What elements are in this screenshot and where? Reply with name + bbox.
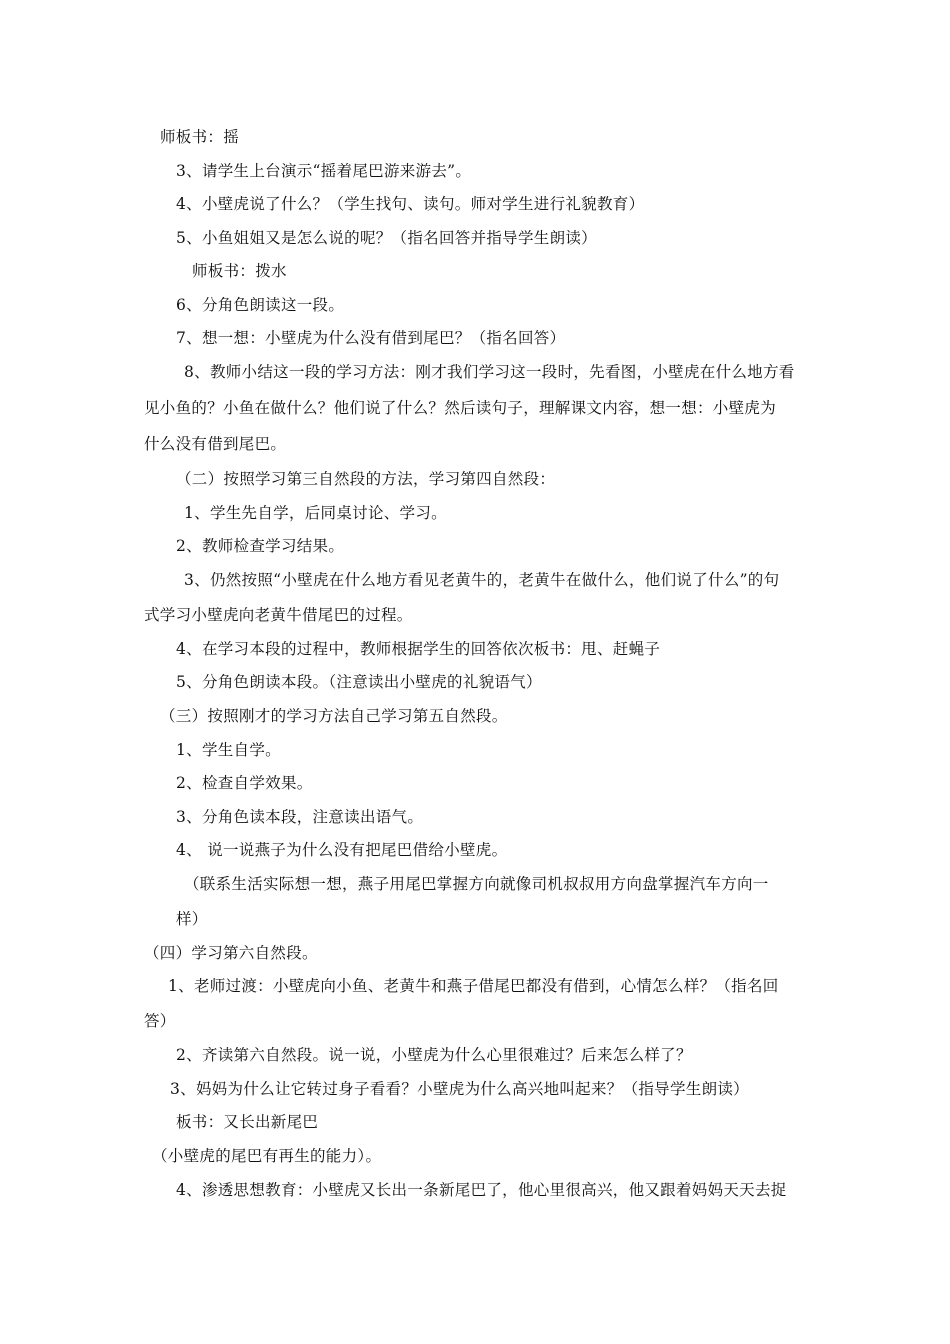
text-line: 2、齐读第六自然段。说一说，小壁虎为什么心里很难过？后来怎么样了？ [176, 1046, 692, 1064]
text-line: 2、教师检查学习结果。 [176, 537, 345, 555]
text-line: 师板书：拨水 [192, 262, 287, 280]
text-line: 5、小鱼姐姐又是怎么说的呢？（指名回答并指导学生朗读） [176, 229, 597, 247]
text-line: 4、在学习本段的过程中，教师根据学生的回答依次板书：甩、赶蝇子 [176, 640, 661, 658]
text-line: 5、分角色朗读本段。（注意读出小壁虎的礼貌语气） [176, 673, 542, 691]
section-heading: （四）学习第六自然段。 [144, 944, 318, 962]
text-line: 2、检查自学效果。 [176, 774, 313, 792]
text-line: 3、妈妈为什么让它转过身子看看？小壁虎为什么高兴地叫起来？（指导学生朗读） [170, 1080, 749, 1098]
section-heading: （三）按照刚才的学习方法自己学习第五自然段。 [160, 707, 508, 725]
text-line: 6、分角色朗读这一段。 [176, 296, 345, 314]
text-line: 板书：又长出新尾巴 [176, 1113, 319, 1131]
text-line: 4、小壁虎说了什么？（学生找句、读句。师对学生进行礼貌教育） [176, 195, 645, 213]
text-line: 8、教师小结这一段的学习方法：刚才我们学习这一段时，先看图，小壁虎在什么地方看 [184, 363, 795, 381]
text-line: 答） [144, 1012, 176, 1030]
text-line: 1、老师过渡：小壁虎向小鱼、老黄牛和燕子借尾巴都没有借到，心情怎么样？（指名回 [168, 977, 779, 995]
text-line: 1、学生先自学，后同桌讨论、学习。 [184, 504, 447, 522]
text-line: 3、仍然按照“小壁虎在什么地方看见老黄牛的，老黄牛在做什么，他们说了什么”的句 [184, 571, 780, 589]
text-line: 1、学生自学。 [176, 741, 281, 759]
text-line: （联系生活实际想一想，燕子用尾巴掌握方向就像司机叔叔用方向盘掌握汽车方向一 [184, 875, 769, 893]
text-line: 式学习小壁虎向老黄牛借尾巴的过程。 [144, 606, 413, 624]
text-line: （小壁虎的尾巴有再生的能力）。 [152, 1147, 382, 1165]
text-line: 3、请学生上台演示“摇着尾巴游来游去”。 [176, 162, 472, 180]
text-line: 见小鱼的？小鱼在做什么？他们说了什么？然后读句子，理解课文内容，想一想：小壁虎为 [144, 399, 777, 417]
text-line: 7、想一想：小壁虎为什么没有借到尾巴？（指名回答） [176, 329, 566, 347]
text-line: 4、 说一说燕子为什么没有把尾巴借给小壁虎。 [176, 841, 508, 859]
text-line: 3、分角色读本段，注意读出语气。 [176, 808, 424, 826]
section-heading: （二）按照学习第三自然段的方法，学习第四自然段： [176, 470, 556, 488]
text-line: 什么没有借到尾巴。 [144, 435, 287, 453]
text-line: 4、渗透思想教育：小壁虎又长出一条新尾巴了，他心里很高兴，他又跟着妈妈天天去捉 [176, 1181, 787, 1199]
text-line: 样） [176, 910, 208, 928]
text-line: 师板书：摇 [160, 128, 240, 146]
